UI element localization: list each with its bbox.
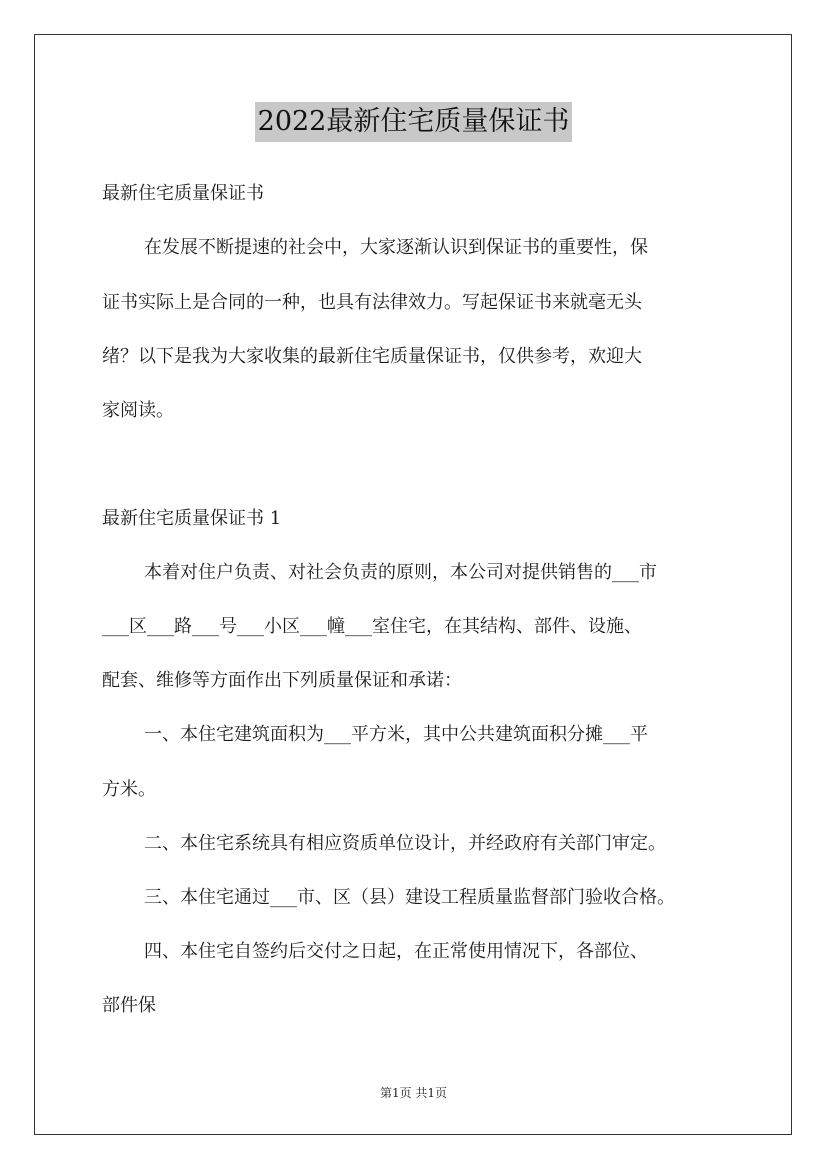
document-subtitle: 最新住宅质量保证书 — [102, 183, 264, 204]
paragraph-5-line-1: 四、本住宅自签约后交付之日起，在正常使用情况下，各部位、 — [144, 941, 648, 962]
paragraph-1-line-2: ___区___路___号___小区___幢___室住宅，在其结构、部件、设施、 — [102, 616, 642, 637]
paragraph-1-line-3: 配套、维修等方面作出下列质量保证和承诺： — [102, 670, 462, 691]
intro-line-4: 家阅读。 — [102, 400, 174, 421]
document-title: 2022最新住宅质量保证书 — [255, 102, 573, 142]
paragraph-2-line-2: 方米。 — [102, 779, 156, 800]
paragraph-3-line-1: 二、本住宅系统具有相应资质单位设计，并经政府有关部门审定。 — [144, 833, 666, 854]
title-container — [0, 102, 827, 142]
paragraph-2-line-1: 一、本住宅建筑面积为___平方米，其中公共建筑面积分摊___平 — [144, 724, 648, 745]
page-number-footer: 第1页 共1页 — [379, 1086, 448, 1100]
paragraph-5-line-2: 部件保 — [102, 995, 156, 1016]
paragraph-4-line-1: 三、本住宅通过___市、区（县）建设工程质量监督部门验收合格。 — [144, 887, 675, 908]
intro-line-3: 绪？以下是我为大家收集的最新住宅质量保证书，仅供参考，欢迎大 — [102, 346, 642, 367]
intro-line-2: 证书实际上是合同的一种，也具有法律效力。写起保证书来就毫无头 — [102, 292, 642, 313]
paragraph-1-line-1: 本着对住户负责、对社会负责的原则，本公司对提供销售的___市 — [144, 562, 657, 583]
intro-line-1: 在发展不断提速的社会中，大家逐渐认识到保证书的重要性，保 — [144, 237, 648, 258]
section-heading: 最新住宅质量保证书 1 — [102, 508, 282, 529]
